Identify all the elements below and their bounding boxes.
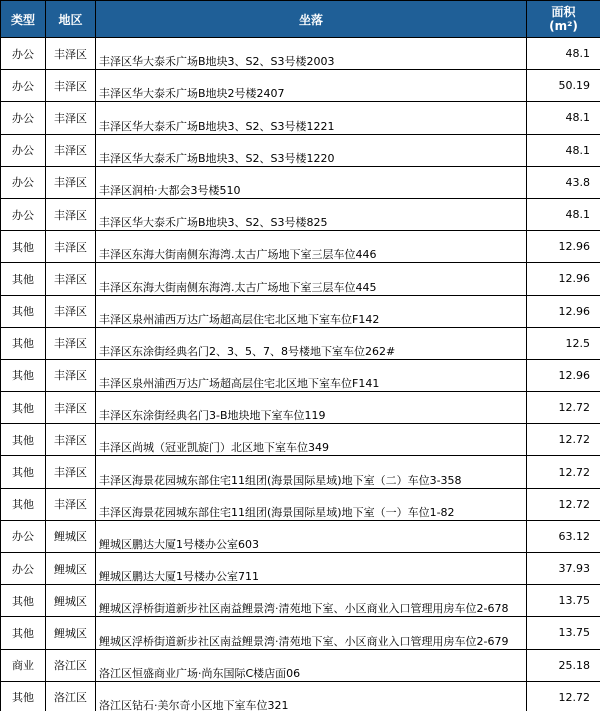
cell-type: 办公 [1,166,46,198]
cell-location: 丰泽区东海大街南侧东海湾.太古广场地下室三层车位445 [96,263,527,295]
table-row [1,617,600,649]
cell-type: 办公 [1,553,46,585]
table-row [1,585,600,617]
cell-area: 12.96 [527,263,600,295]
cell-region: 丰泽区 [46,70,96,102]
cell-location: 丰泽区华大泰禾广场B地块2号楼2407 [96,70,527,102]
cell-region: 洛江区 [46,649,96,681]
header-region: 地区 [46,1,96,38]
header-location: 坐落 [96,1,527,38]
cell-region: 丰泽区 [46,456,96,488]
cell-region: 丰泽区 [46,359,96,391]
table-row [1,134,600,166]
cell-area: 25.18 [527,649,600,681]
table-row [1,424,600,456]
cell-location: 鲤城区鹏达大厦1号楼办公室603 [96,520,527,552]
cell-type: 其他 [1,617,46,649]
cell-area: 12.72 [527,456,600,488]
cell-area: 12.72 [527,488,600,520]
cell-region: 丰泽区 [46,263,96,295]
cell-area: 48.1 [527,134,600,166]
cell-location: 丰泽区华大泰禾广场B地块3、S2、S3号楼1220 [96,134,527,166]
table-row [1,327,600,359]
cell-type: 其他 [1,456,46,488]
cell-location: 丰泽区尚城（冠亚凯旋门）北区地下室车位349 [96,424,527,456]
cell-location: 鲤城区浮桥街道新步社区南益鲤景湾·清苑地下室、小区商业入口管理用房车位2-678 [96,585,527,617]
cell-type: 其他 [1,392,46,424]
cell-area: 48.1 [527,198,600,230]
cell-region: 洛江区 [46,681,96,711]
cell-region: 丰泽区 [46,102,96,134]
cell-region: 丰泽区 [46,424,96,456]
cell-location: 丰泽区润柏·大都会3号楼510 [96,166,527,198]
cell-type: 其他 [1,327,46,359]
table-row [1,681,600,711]
cell-region: 丰泽区 [46,295,96,327]
cell-location: 丰泽区海景花园城东部住宅11组团(海景国际星域)地下室（一）车位1-82 [96,488,527,520]
cell-type: 其他 [1,263,46,295]
cell-region: 丰泽区 [46,392,96,424]
cell-location: 丰泽区泉州浦西万达广场超高层住宅北区地下室车位F141 [96,359,527,391]
table-row [1,488,600,520]
cell-location: 丰泽区东海大街南侧东海湾.太古广场地下室三层车位446 [96,231,527,263]
cell-type: 其他 [1,681,46,711]
cell-type: 办公 [1,38,46,70]
cell-type: 其他 [1,424,46,456]
cell-area: 63.12 [527,520,600,552]
cell-area: 12.72 [527,424,600,456]
header-type: 类型 [1,1,46,38]
cell-area: 37.93 [527,553,600,585]
table-row [1,198,600,230]
table-header [1,1,600,38]
cell-type: 商业 [1,649,46,681]
cell-region: 丰泽区 [46,488,96,520]
cell-type: 办公 [1,134,46,166]
cell-type: 办公 [1,70,46,102]
table-row [1,456,600,488]
table-row [1,263,600,295]
cell-location: 鲤城区鹏达大厦1号楼办公室711 [96,553,527,585]
cell-location: 丰泽区泉州浦西万达广场超高层住宅北区地下室车位F142 [96,295,527,327]
cell-location: 丰泽区华大泰禾广场B地块3、S2、S3号楼2003 [96,38,527,70]
cell-region: 鲤城区 [46,617,96,649]
cell-region: 丰泽区 [46,327,96,359]
table-row [1,553,600,585]
cell-area: 12.96 [527,231,600,263]
cell-region: 丰泽区 [46,134,96,166]
cell-area: 12.72 [527,392,600,424]
cell-type: 其他 [1,585,46,617]
cell-area: 13.75 [527,585,600,617]
cell-location: 丰泽区海景花园城东部住宅11组团(海景国际星域)地下室（二）车位3-358 [96,456,527,488]
cell-type: 其他 [1,359,46,391]
cell-type: 其他 [1,488,46,520]
cell-region: 丰泽区 [46,198,96,230]
cell-location: 洛江区钻石·美尔奇小区地下室车位321 [96,681,527,711]
table-row [1,166,600,198]
cell-location: 鲤城区浮桥街道新步社区南益鲤景湾·清苑地下室、小区商业入口管理用房车位2-679 [96,617,527,649]
header-area [527,1,600,38]
cell-region: 鲤城区 [46,520,96,552]
table-body [1,38,600,711]
cell-area: 13.75 [527,617,600,649]
table-row [1,38,600,70]
header-area-unit: (m²) [549,19,578,33]
cell-area: 12.96 [527,359,600,391]
cell-location: 丰泽区东涂街经典名门2、3、5、7、8号楼地下室车位262# [96,327,527,359]
cell-type: 办公 [1,520,46,552]
cell-region: 丰泽区 [46,38,96,70]
cell-region: 鲤城区 [46,585,96,617]
cell-location: 丰泽区华大泰禾广场B地块3、S2、S3号楼1221 [96,102,527,134]
cell-region: 鲤城区 [46,553,96,585]
cell-location: 丰泽区华大泰禾广场B地块3、S2、S3号楼825 [96,198,527,230]
cell-location: 丰泽区东涂街经典名门3-B地块地下室车位119 [96,392,527,424]
cell-type: 办公 [1,102,46,134]
table-row [1,649,600,681]
cell-area: 50.19 [527,70,600,102]
cell-type: 办公 [1,198,46,230]
header-row [1,1,600,38]
cell-location: 洛江区恒盛商业广场·尚东国际C楼店面06 [96,649,527,681]
table-row [1,295,600,327]
table-row [1,392,600,424]
table-row [1,231,600,263]
cell-type: 其他 [1,231,46,263]
cell-region: 丰泽区 [46,231,96,263]
cell-type: 其他 [1,295,46,327]
cell-area: 48.1 [527,102,600,134]
table-row [1,359,600,391]
cell-area: 12.72 [527,681,600,711]
cell-region: 丰泽区 [46,166,96,198]
table-row [1,102,600,134]
table-row [1,70,600,102]
cell-area: 12.5 [527,327,600,359]
cell-area: 48.1 [527,38,600,70]
cell-area: 12.96 [527,295,600,327]
table-row [1,520,600,552]
cell-area: 43.8 [527,166,600,198]
header-area-label: 面积 [551,5,576,19]
